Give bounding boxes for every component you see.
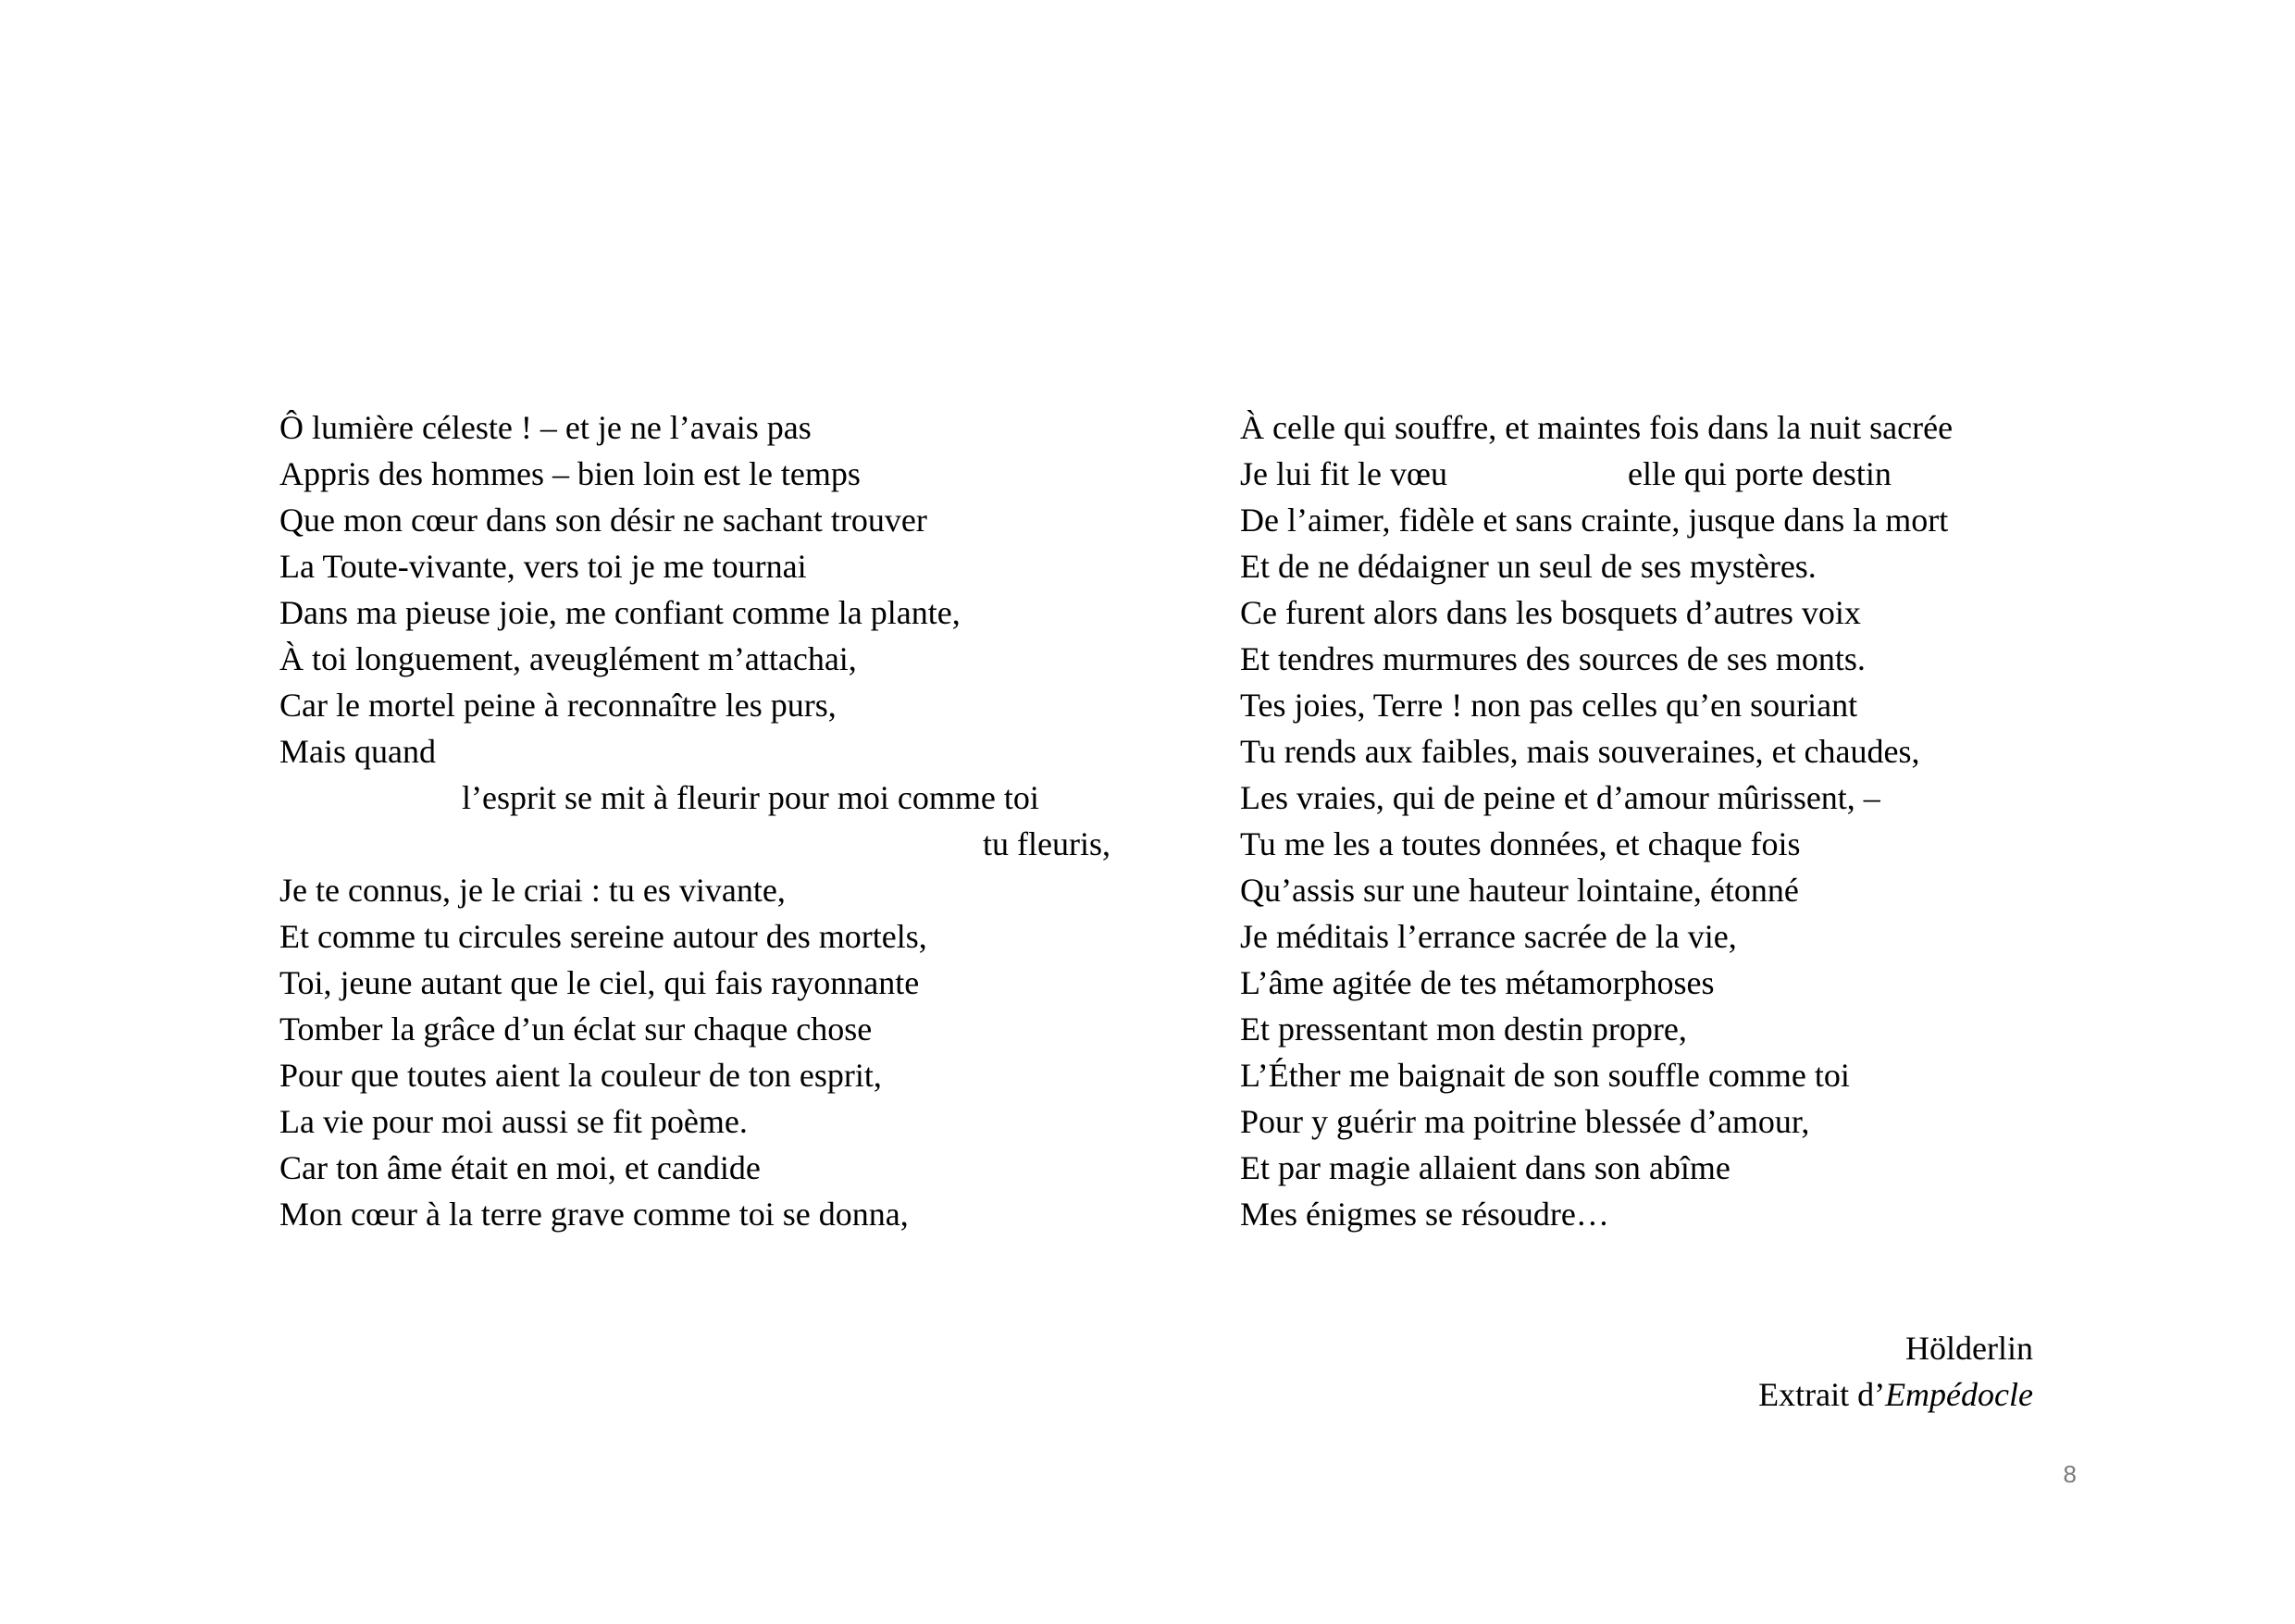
poem-line: Je méditais l’errance sacrée de la vie, xyxy=(1240,918,1737,955)
signature-source-title: Empédocle xyxy=(1885,1376,2033,1413)
poem-right-column xyxy=(1240,404,2073,1237)
poem-line: Et pressentant mon destin propre, xyxy=(1240,1010,1687,1048)
poem-line: Car le mortel peine à reconnaître les purs, xyxy=(279,687,837,724)
poem-line: Les vraies, qui de peine et d’amour mûrissent, – xyxy=(1240,779,1880,816)
poem-line: À toi longuement, aveuglément m’attachai, xyxy=(279,640,857,677)
signature-source-prefix: Extrait d’ xyxy=(1758,1376,1886,1413)
poem-line: L’âme agitée de tes métamorphoses xyxy=(1240,964,1715,1001)
signature-source xyxy=(1758,1371,2033,1418)
poem-line: À celle qui souffre, et maintes fois dans la nuit sacrée xyxy=(1240,409,1954,446)
poem-line: Dans ma pieuse joie, me confiant comme la plante, xyxy=(279,594,961,631)
poem-line-part: Je lui fit le vœu xyxy=(1240,455,1447,492)
poem-line: Mon cœur à la terre grave comme toi se donna, xyxy=(279,1196,909,1233)
poem-line: Ô lumière céleste ! – et je ne l’avais pas xyxy=(279,409,812,446)
poem-line: Et comme tu circules sereine autour des mortels, xyxy=(279,918,927,955)
poem-line: Et par magie allaient dans son abîme xyxy=(1240,1149,1731,1186)
poem-line: Ce furent alors dans les bosquets d’autres voix xyxy=(1240,594,1861,631)
poem-left-column xyxy=(279,404,1112,1237)
poem-line: Toi, jeune autant que le ciel, qui fais rayonnante xyxy=(279,964,920,1001)
poem-line: Tu rends aux faibles, mais souveraines, et chaudes, xyxy=(1240,733,1920,770)
poem-line: Je te connus, je le criai : tu es vivante, xyxy=(279,872,786,909)
poem-line: Pour que toutes aient la couleur de ton esprit, xyxy=(279,1057,882,1094)
poem-line: Car ton âme était en moi, et candide xyxy=(279,1149,761,1186)
signature-author: Hölderlin xyxy=(1905,1330,2033,1367)
poem-line-part: elle qui porte destin xyxy=(1627,455,1892,492)
page-number: 8 xyxy=(2063,1460,2077,1488)
poem-line: La vie pour moi aussi se fit poème. xyxy=(279,1103,748,1140)
poem-line-right-aligned: tu fleuris, xyxy=(983,825,1110,862)
poem-line: Tu me les a toutes données, et chaque fois xyxy=(1240,825,1801,862)
poem-line: Appris des hommes – bien loin est le temps xyxy=(279,455,861,492)
poem-line: Tes joies, Terre ! non pas celles qu’en souriant xyxy=(1240,687,1858,724)
poem-line: L’Éther me baignait de son souffle comme toi xyxy=(1240,1057,1850,1094)
poem-line: Pour y guérir ma poitrine blessée d’amour, xyxy=(1240,1103,1810,1140)
poem-line: De l’aimer, fidèle et sans crainte, jusque dans la mort xyxy=(1240,502,1949,539)
poem-line-indented: l’esprit se mit à fleurir pour moi comme toi xyxy=(462,779,1039,816)
poem-line: Mes énigmes se résoudre… xyxy=(1240,1196,1609,1233)
poem-line: Qu’assis sur une hauteur lointaine, étonné xyxy=(1240,872,1799,909)
poem-line: Et tendres murmures des sources de ses monts. xyxy=(1240,640,1866,677)
poem-line: Et de ne dédaigner un seul de ses mystères. xyxy=(1240,548,1817,585)
poem-line-split xyxy=(1240,451,2073,497)
poem-line: La Toute-vivante, vers toi je me tournai xyxy=(279,548,807,585)
poem-line: Mais quand xyxy=(279,733,436,770)
poem-line: Que mon cœur dans son désir ne sachant trouver xyxy=(279,502,927,539)
poem-line: Tomber la grâce d’un éclat sur chaque chose xyxy=(279,1010,873,1048)
